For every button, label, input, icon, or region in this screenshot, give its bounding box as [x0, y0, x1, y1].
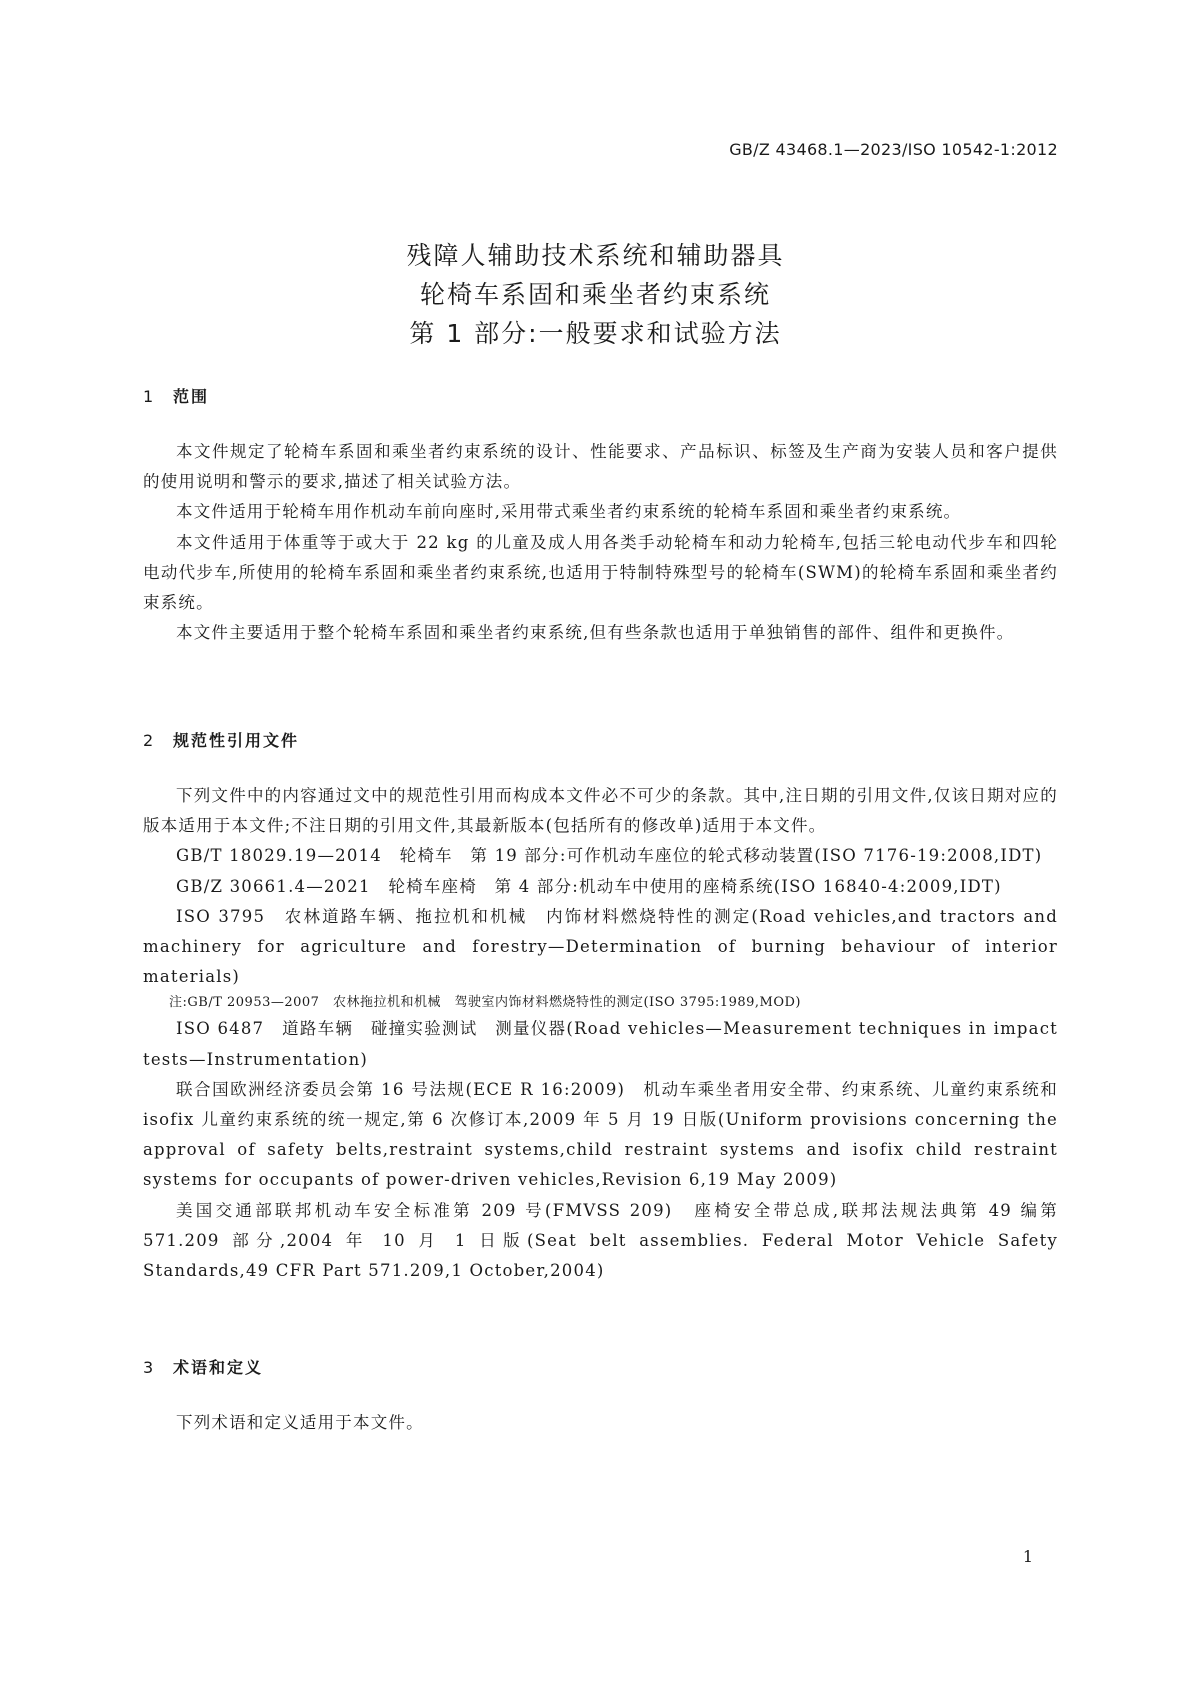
reference-item: ISO 3795 农林道路车辆、拖拉机和机械 内饰材料燃烧特性的测定(Road vehicles,and tractors and machinery for agriculture and forestry—Determination of burning behaviour of interior materials): [143, 906, 1058, 987]
title-line-3: 第 1 部分:一般要求和试验方法: [409, 319, 782, 348]
paragraph: 本文件适用于轮椅车用作机动车前向座时,采用带式乘坐者约束系统的轮椅车系固和乘坐者约束系统。: [176, 502, 962, 522]
section-2-heading: [143, 728, 299, 751]
section-number: 2: [143, 731, 156, 750]
paragraph: 下列文件中的内容通过文中的规范性引用而构成本文件必不可少的条款。其中,注日期的引用文件,仅该日期对应的版本适用于本文件;不注日期的引用文件,其最新版本(包括所有的修改单)适用于本文件。: [143, 786, 1058, 836]
section-number: 1: [143, 387, 156, 406]
section-title: 范围: [173, 387, 210, 406]
section-number: 3: [143, 1358, 156, 1377]
section-2-body: [143, 781, 1058, 1286]
section-title: 规范性引用文件: [173, 731, 300, 750]
title-line-1: 残障人辅助技术系统和辅助器具: [406, 241, 785, 270]
reference-item: 美国交通部联邦机动车安全标准第 209 号(FMVSS 209) 座椅安全带总成,联邦法规法典第 49 编第 571.209 部分,2004 年 10 月 1 日版(Seat belt assemblies. Federal Motor Vehicle Safety Standards,49 CFR Part 571.209,1 October,2004): [143, 1200, 1058, 1281]
page-number: 1: [1022, 1547, 1033, 1566]
reference-item: GB/T 18029.19—2014 轮椅车 第 19 部分:可作机动车座位的轮式移动装置(ISO 7176-19:2008,IDT): [176, 846, 1043, 866]
section-1-body: [143, 437, 1058, 648]
paragraph: 本文件规定了轮椅车系固和乘坐者约束系统的设计、性能要求、产品标识、标签及生产商为安装人员和客户提供的使用说明和警示的要求,描述了相关试验方法。: [143, 442, 1058, 492]
reference-item: 联合国欧洲经济委员会第 16 号法规(ECE R 16:2009) 机动车乘坐者用安全带、约束系统、儿童约束系统和 isofix 儿童约束系统的统一规定,第 6 次修订本,2009 年 5 月 19 日版(Uniform provisions concerning the approval of safety belts,restraint systems,child restraint systems and isofix child restraint systems for occupants of power-driven vehicles,Revision 6,19 May 2009): [143, 1079, 1058, 1190]
paragraph: 本文件主要适用于整个轮椅车系固和乘坐者约束系统,但有些条款也适用于单独销售的部件、组件和更换件。: [176, 623, 1015, 643]
document-title: [0, 236, 1191, 353]
section-3-heading: [143, 1355, 263, 1378]
document-code: GB/Z 43468.1—2023/ISO 10542-1:2012: [729, 140, 1058, 159]
reference-item: GB/Z 30661.4—2021 轮椅车座椅 第 4 部分:机动车中使用的座椅系统(ISO 16840-4:2009,IDT): [176, 876, 1002, 896]
reference-item: ISO 6487 道路车辆 碰撞实验测试 测量仪器(Road vehicles—Measurement techniques in impact tests—Instrumentation): [143, 1019, 1058, 1069]
section-3-body: [143, 1408, 1058, 1438]
section-title: 术语和定义: [173, 1358, 264, 1377]
title-line-2: 轮椅车系固和乘坐者约束系统: [419, 280, 771, 309]
paragraph: 下列术语和定义适用于本文件。: [176, 1413, 424, 1432]
reference-note: 注:GB/T 20953—2007 农林拖拉机和机械 驾驶室内饰材料燃烧特性的测定(ISO 3795:1989,MOD): [169, 995, 801, 1011]
section-1-heading: [143, 384, 209, 407]
paragraph: 本文件适用于体重等于或大于 22 kg 的儿童及成人用各类手动轮椅车和动力轮椅车,包括三轮电动代步车和四轮电动代步车,所使用的轮椅车系固和乘坐者约束系统,也适用于特制特殊型号的轮椅车(SWM)的轮椅车系固和乘坐者约束系统。: [143, 532, 1058, 613]
